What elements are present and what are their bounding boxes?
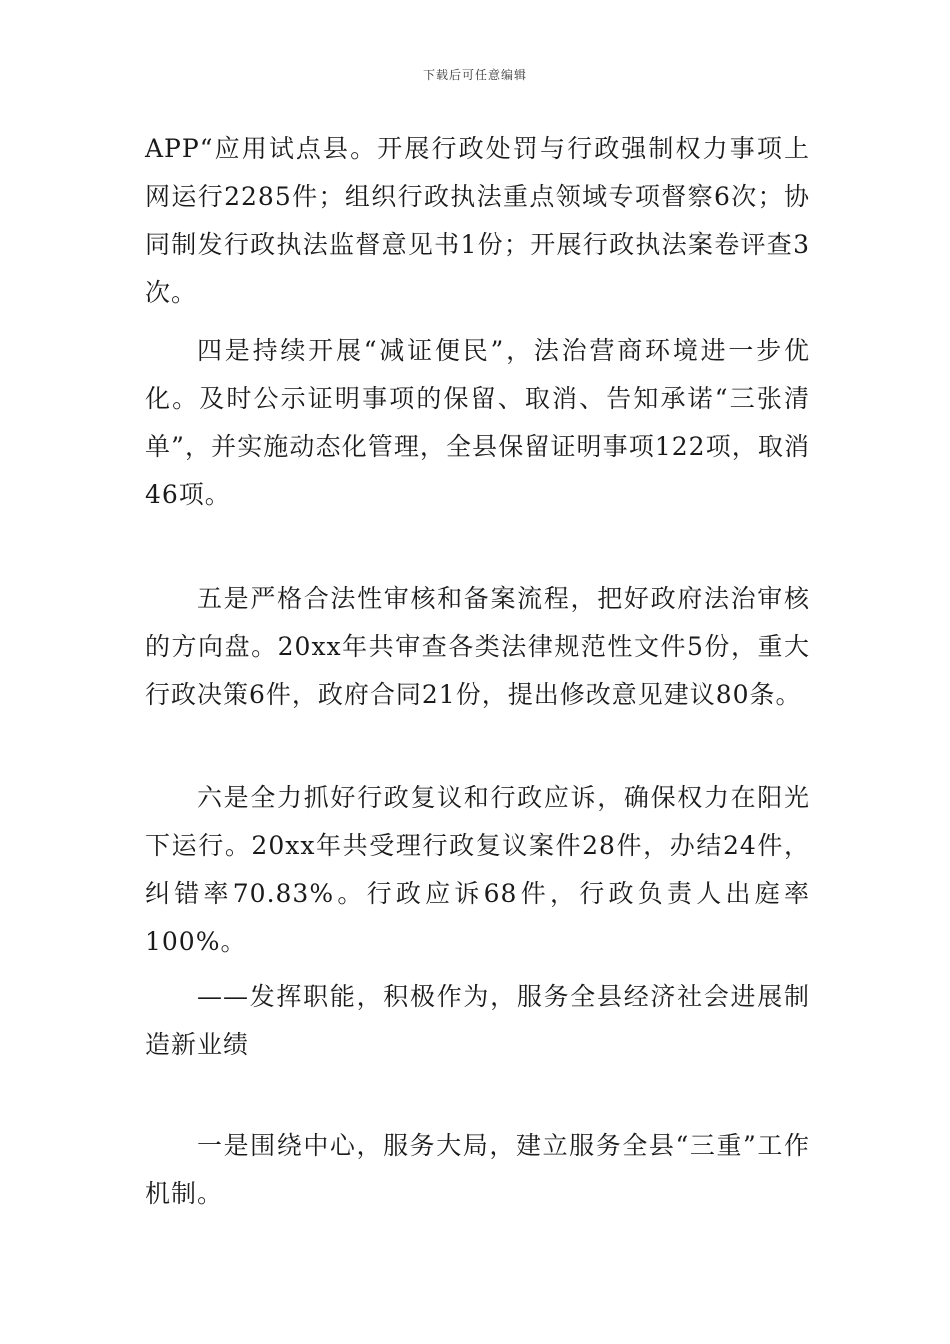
paragraph-text: APP“应用试点县。开展行政处罚与行政强制权力事项上网运行2285件；组织行政执法重点领域专项督察6次；协同制发行政执法监督意见书1份；开展行政执法案卷评查3次。 [145,134,810,307]
section-heading-text: ——发挥职能，积极作为，服务全县经济社会进展制造新业绩 [145,982,810,1059]
paragraph-1 [145,125,810,317]
paragraph-2 [145,327,810,519]
header-note: 下载后可任意编辑 [422,68,527,82]
paragraph-text: 五是严格合法性审核和备案流程，把好政府法治审核的方向盘。20xx年共审查各类法律规范性文件5份，重大行政决策6件，政府合同21份，提出修改意见建议80条。 [145,584,810,709]
paragraph-5 [145,1122,810,1218]
paragraph-4 [145,774,810,966]
section-heading [145,973,810,1069]
paragraph-text: 一是围绕中心，服务大局，建立服务全县“三重”工作机制。 [145,1131,810,1208]
paragraph-3 [145,575,810,719]
paragraph-text: 六是全力抓好行政复议和行政应诉，确保权力在阳光下运行。20xx年共受理行政复议案件28件，办结24件，纠错率70.83%。行政应诉68件，行政负责人出庭率100%。 [145,783,810,956]
paragraph-text: 四是持续开展“减证便民”，法治营商环境进一步优化。及时公示证明事项的保留、取消、告知承诺“三张清单”，并实施动态化管理，全县保留证明事项122项，取消46项。 [145,336,810,509]
